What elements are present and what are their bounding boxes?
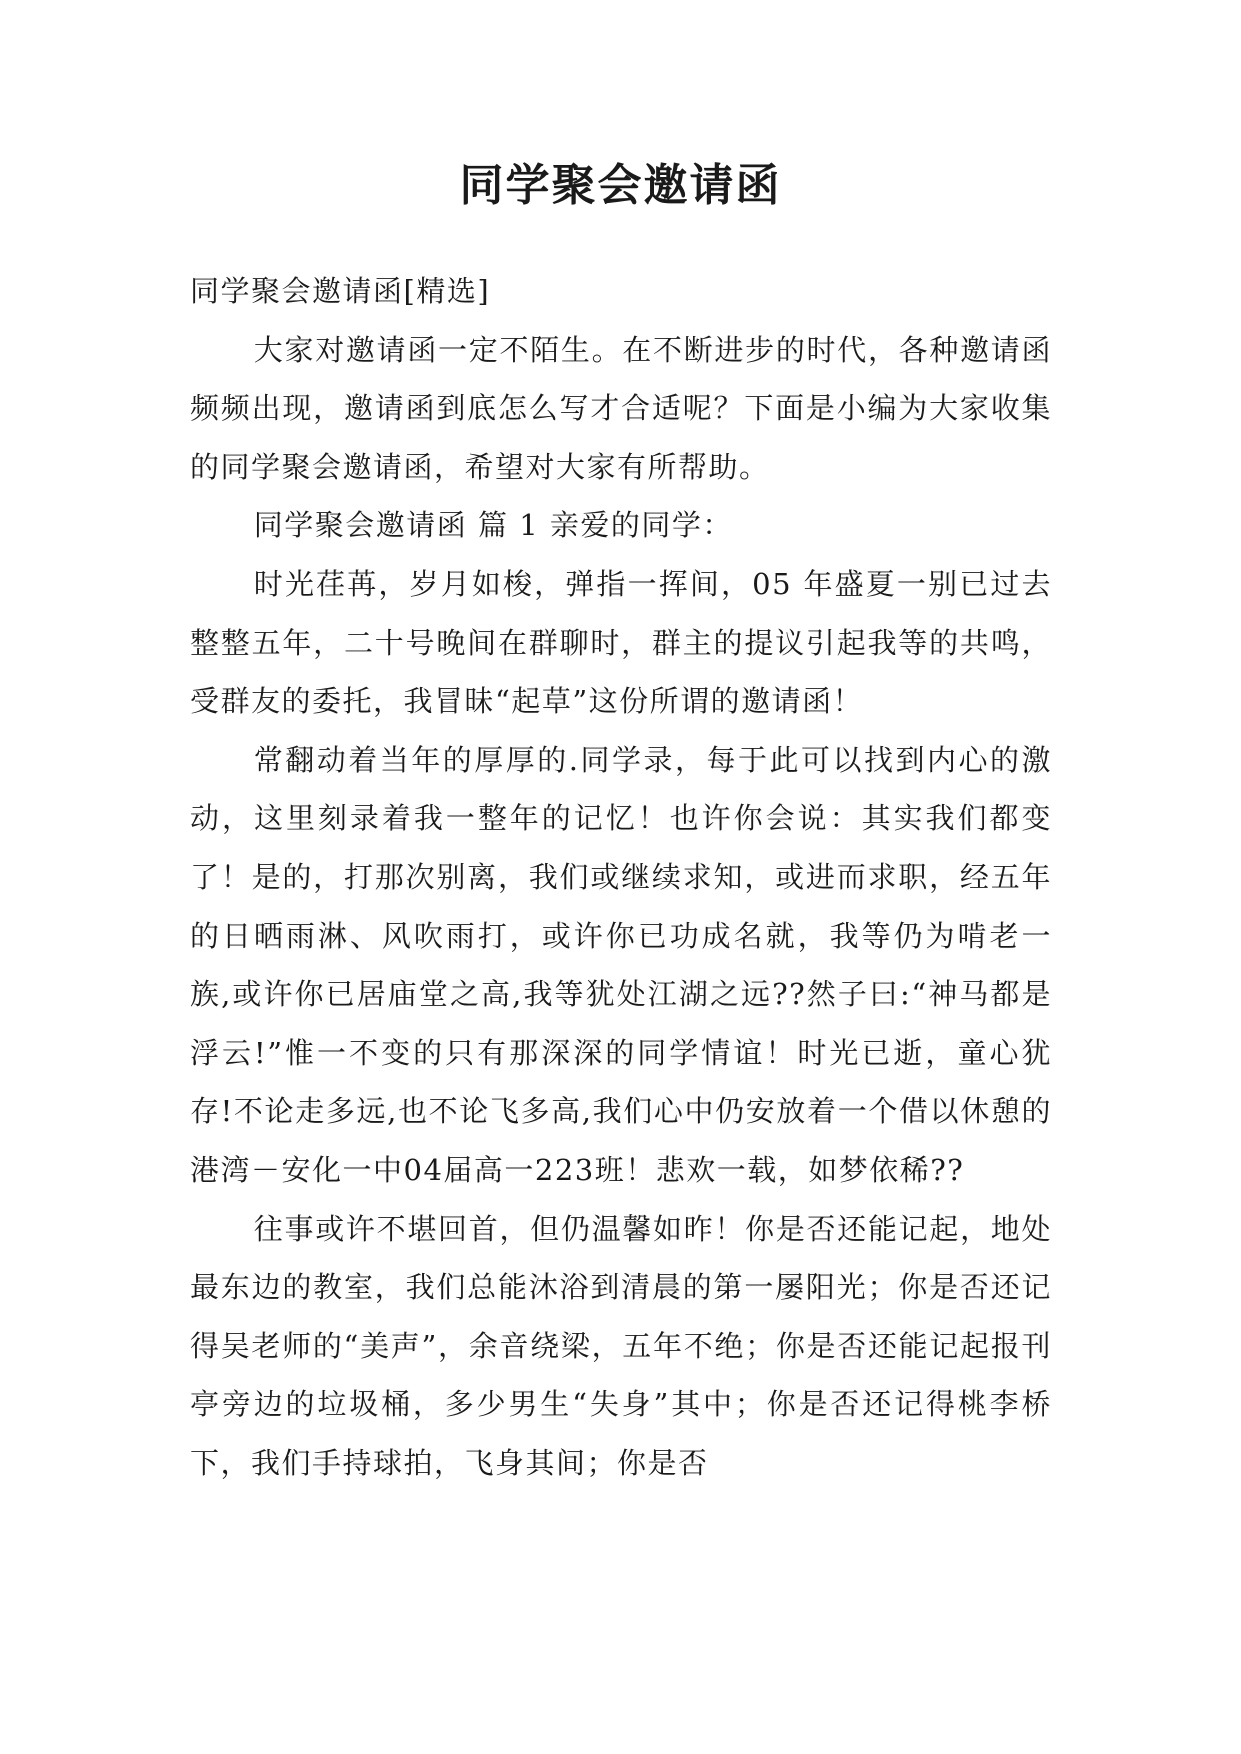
subtitle-paragraph: 同学聚会邀请函[精选] (190, 274, 491, 308)
body-paragraph: 时光荏苒，岁月如梭，弹指一挥间，05 年盛夏一别已过去整整五年，二十号晚间在群聊时，群主的提议引起我等的共鸣，受群友的委托，我冒昧“起草”这份所谓的邀请函！ (190, 566, 1052, 719)
body-paragraph: 往事或许不堪回首，但仍温馨如昨！你是否还能记起，地处最东边的教室，我们总能沐浴到清晨的第一屡阳光；你是否还记得吴老师的“美声”，余音绕梁，五年不绝；你是否还能记起报刊亭旁边的垃圾桶，多少男生“失身”其中；你是否还记得桃李桥下，我们手持球拍，飞身其间；你是否 (190, 1211, 1052, 1480)
document-title: 同学聚会邀请函 (459, 160, 782, 211)
salutation-paragraph: 同学聚会邀请函 篇 1 亲爱的同学： (253, 508, 733, 543)
intro-paragraph: 大家对邀请函一定不陌生。在不断进步的时代，各种邀请函频频出现，邀请函到底怎么写才合适呢？下面是小编为大家收集的同学聚会邀请函，希望对大家有所帮助。 (190, 332, 1052, 484)
body-paragraph: 常翻动着当年的厚厚的.同学录，每于此可以找到内心的激动，这里刻录着我一整年的记忆！也许你会说：其实我们都变了！是的，打那次别离，我们或继续求知，或进而求职，经五年的日晒雨淋、风吹雨打，或许你已功成名就，我等仍为啃老一族,或许你已居庙堂之高,我等犹处江湖之远??然子曰:“神马都是浮云!”惟一不变的只有那深深的同学情谊！时光已逝，童心犹存!不论走多远,也不论飞多高,我们心中仍安放着一个借以休憩的港湾－安化一中04届高一223班！悲欢一载，如梦依稀?? (190, 742, 1052, 1187)
document-body (190, 262, 1052, 1492)
